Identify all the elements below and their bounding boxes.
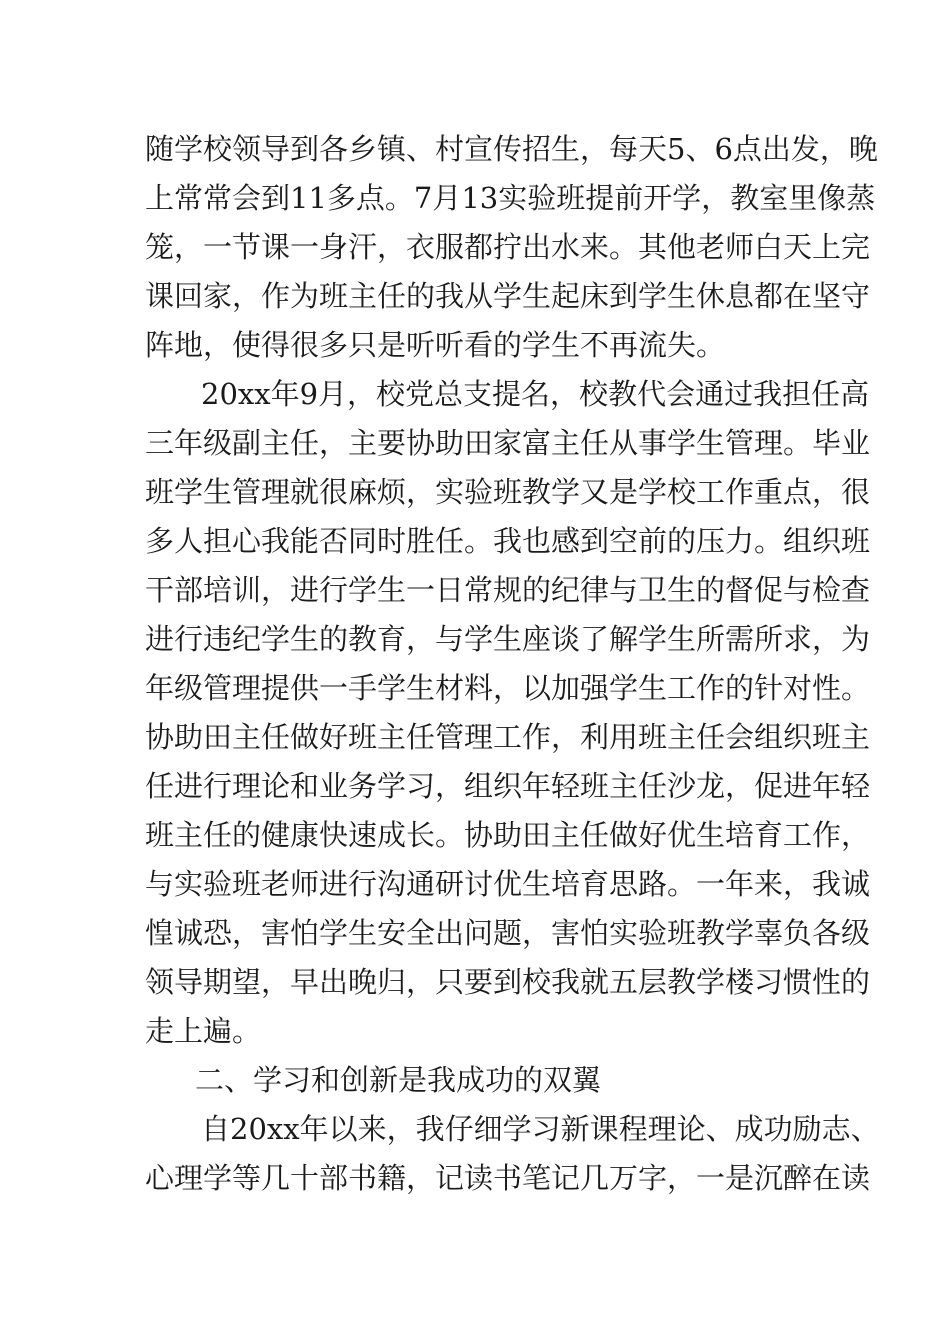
- text-line: 与实验班老师进行沟通研讨优生培育思路。一年来，我诚: [145, 867, 871, 901]
- text-line: 年级管理提供一手学生材料，以加强学生工作的针对性。: [145, 671, 871, 705]
- text-line: 干部培训，进行学生一日常规的纪律与卫生的督促与检查: [145, 573, 871, 607]
- text-line: 惶诚恐，害怕学生安全出问题，害怕实验班教学辜负各级: [145, 916, 871, 950]
- section-heading: 二、学习和创新是我成功的双翼: [195, 1063, 602, 1097]
- text-line: 班主任的健康快速成长。协助田主任做好优生培育工作，: [145, 818, 871, 852]
- text-line: 随学校领导到各乡镇、村宣传招生，每天5、6点出发，晚: [145, 132, 878, 166]
- text-line: 多人担心我能否同时胜任。我也感到空前的压力。组织班: [145, 524, 871, 558]
- text-line: 上常常会到11多点。7月13实验班提前开学，教室里像蒸: [145, 181, 876, 215]
- text-line: 阵地，使得很多只是听听看的学生不再流失。: [145, 328, 726, 362]
- text-line: 任进行理论和业务学习，组织年轻班主任沙龙，促进年轻: [145, 769, 871, 803]
- text-line: 课回家，作为班主任的我从学生起床到学生休息都在坚守: [145, 279, 871, 313]
- text-line: 三年级副主任，主要协助田家富主任从事学生管理。毕业: [145, 426, 871, 460]
- text-line: 协助田主任做好班主任管理工作，利用班主任会组织班主: [145, 720, 871, 754]
- text-line: 走上遍。: [145, 1014, 262, 1048]
- text-line: 班学生管理就很麻烦，实验班教学又是学校工作重点，很: [145, 475, 871, 509]
- text-line: 进行违纪学生的教育，与学生座谈了解学生所需所求，为: [145, 622, 871, 656]
- text-line: 领导期望，早出晚归，只要到校我就五层教学楼习惯性的: [145, 965, 871, 999]
- paragraph-start-line: 自20xx年以来，我仔细学习新课程理论、成功励志、: [201, 1112, 880, 1146]
- document-body: [145, 125, 880, 1203]
- paragraph-start-line: 20xx年9月，校党总支提名，校教代会通过我担任高: [201, 377, 870, 411]
- text-line: 笼，一节课一身汗，衣服都拧出水来。其他老师白天上完: [145, 230, 871, 264]
- text-line: 心理学等几十部书籍，记读书笔记几万字，一是沉醉在读: [145, 1161, 871, 1195]
